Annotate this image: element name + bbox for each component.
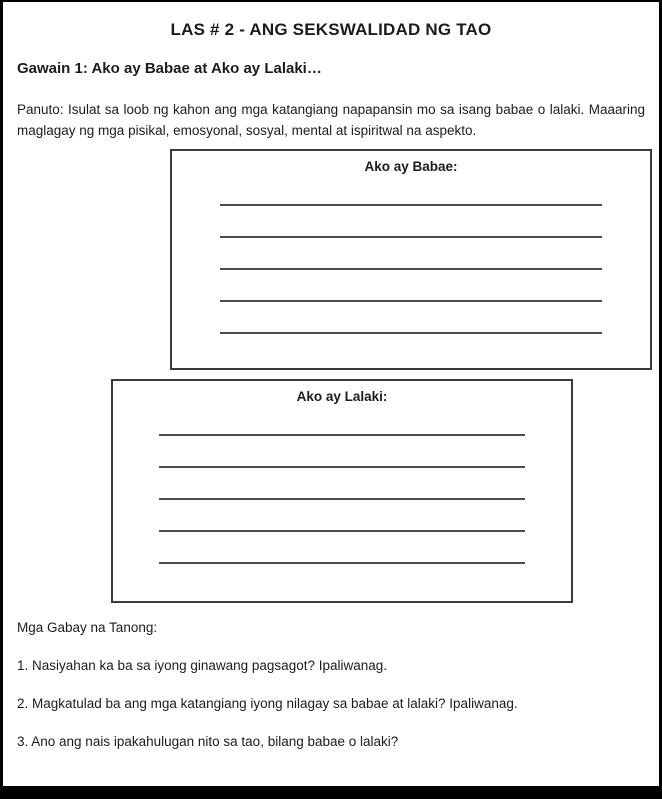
answer-line xyxy=(220,206,602,238)
page-bottom-edge xyxy=(0,786,662,799)
activity-heading: Gawain 1: Ako ay Babae at Ako ay Lalaki… xyxy=(17,60,322,77)
lalaki-answer-lines xyxy=(113,404,571,564)
guide-questions-heading: Mga Gabay na Tanong: xyxy=(17,620,158,635)
lalaki-answer-box xyxy=(111,379,573,603)
babae-answer-box xyxy=(170,149,652,370)
answer-line xyxy=(220,302,602,334)
babae-answer-lines xyxy=(172,174,650,334)
guide-question-1: 1. Nasiyahan ka ba sa iyong ginawang pagsagot? Ipaliwanag. xyxy=(17,658,388,673)
guide-question-3: 3. Ano ang nais ipakahulugan nito sa tao, bilang babae o lalaki? xyxy=(17,734,399,749)
babae-box-title: Ako ay Babae: xyxy=(364,159,458,174)
answer-line xyxy=(159,532,525,564)
page-content xyxy=(3,2,659,749)
lalaki-box-title: Ako ay Lalaki: xyxy=(296,389,388,404)
answer-line xyxy=(220,238,602,270)
answer-line xyxy=(220,270,602,302)
answer-line xyxy=(220,174,602,206)
answer-line xyxy=(159,500,525,532)
instructions-text: Panuto: Isulat sa loob ng kahon ang mga katangiang napapansin mo sa isang babae o lalaki. Maaaring maglagay ng mga pisikal, emosyonal, sosyal, mental at ispiritwal na aspekto. xyxy=(17,102,645,138)
page-title: LAS # 2 - ANG SEKSWALIDAD NG TAO xyxy=(170,20,492,39)
guide-question-2: 2. Magkatulad ba ang mga katangiang iyong nilagay sa babae at lalaki? Ipaliwanag. xyxy=(17,696,518,711)
answer-line xyxy=(159,404,525,436)
answer-line xyxy=(159,468,525,500)
answer-line xyxy=(159,436,525,468)
